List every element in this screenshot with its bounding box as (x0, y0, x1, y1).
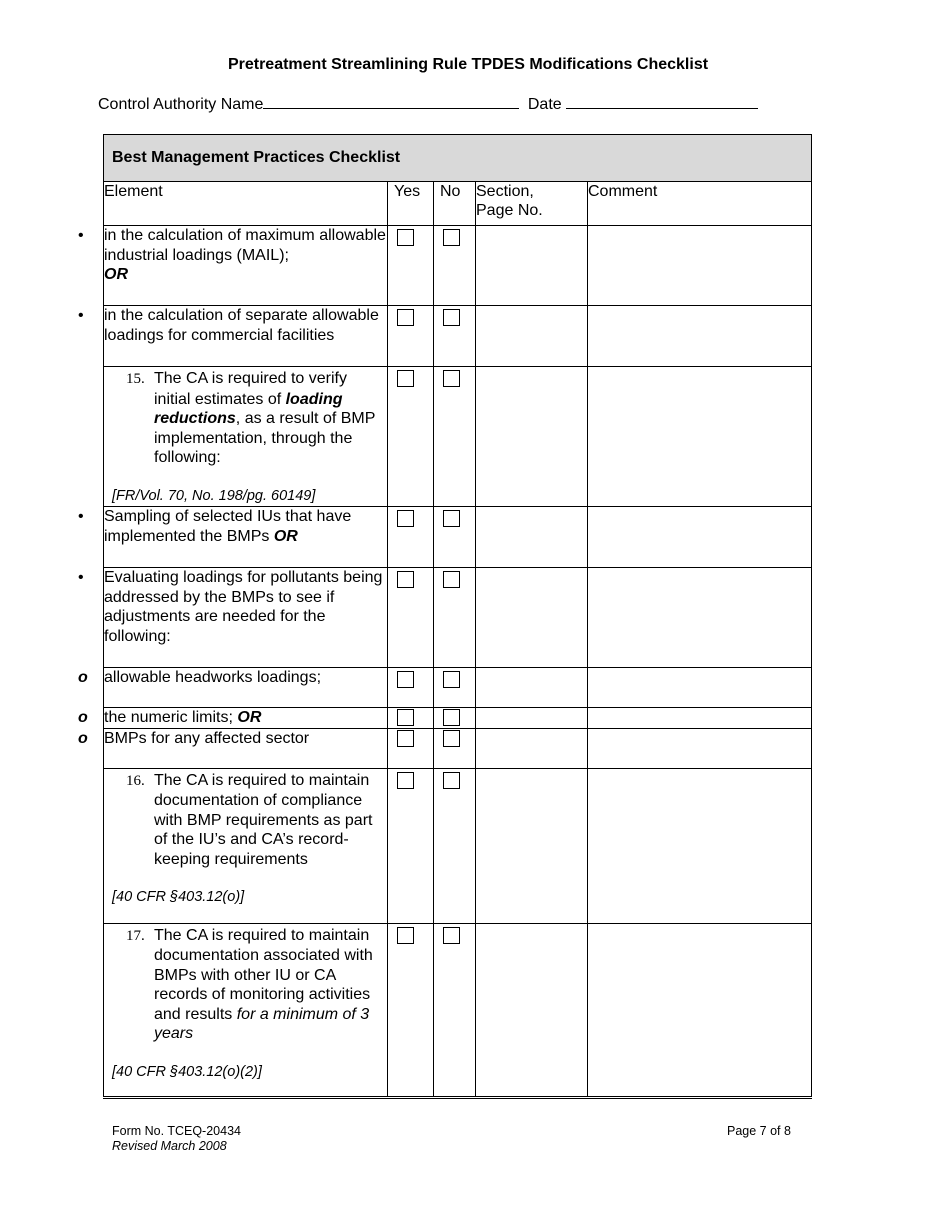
element-cell (104, 768, 388, 923)
yes-cell (388, 367, 434, 507)
yes-checkbox[interactable] (397, 571, 414, 588)
comment-cell[interactable] (588, 226, 812, 306)
table-row (104, 367, 812, 507)
element-text-body: The CA is required to maintain documentation of compliance with BMP requirements as part of the IU’s and CA’s record-keeping requirements (154, 771, 373, 868)
yes-checkbox[interactable] (397, 772, 414, 789)
element-emph: for a minimum of 3 years (154, 1005, 370, 1042)
element-emph: loading reductions (154, 390, 343, 427)
authority-name-field[interactable] (263, 94, 519, 109)
section-cell[interactable] (476, 728, 588, 768)
yes-cell (388, 507, 434, 568)
table-row (104, 226, 812, 306)
section-cell[interactable] (476, 708, 588, 729)
comment-cell[interactable] (588, 507, 812, 568)
yes-cell (388, 306, 434, 367)
yes-checkbox[interactable] (397, 510, 414, 527)
form-number: Form No. TCEQ-20434 (112, 1124, 241, 1138)
comment-cell[interactable] (588, 768, 812, 923)
citation: [FR/Vol. 70, No. 198/pg. 60149] (112, 487, 316, 504)
no-cell (434, 306, 476, 367)
no-cell (434, 226, 476, 306)
footer-form-info (112, 1124, 241, 1154)
element-text-pre: The CA is required to verify initial estimates of (154, 370, 347, 408)
no-checkbox[interactable] (443, 709, 460, 726)
no-cell (434, 728, 476, 768)
bmp-checklist-table (78, 134, 812, 1099)
element-text: Sampling of selected IUs that have implemented the BMPs (104, 508, 352, 545)
page-number: Page 7 of 8 (727, 1124, 791, 1138)
no-checkbox[interactable] (443, 571, 460, 588)
authority-label: Control Authority Name (98, 96, 264, 113)
table-row (104, 728, 812, 768)
yes-checkbox[interactable] (397, 671, 414, 688)
date-label: Date (527, 96, 562, 113)
element-cell: • in the calculation of separate allowable loadings for commercial facilities (104, 306, 388, 367)
yes-checkbox[interactable] (397, 370, 414, 387)
table-row (104, 668, 812, 708)
element-cell (104, 923, 388, 1097)
no-cell (434, 768, 476, 923)
date-field[interactable] (566, 94, 758, 109)
col-no: No (434, 182, 476, 226)
comment-cell[interactable] (588, 568, 812, 668)
element-text-pre: The CA is required to maintain documentation associated with BMPs with other IU or CA records of monitoring activities and results (154, 926, 373, 1023)
no-cell (434, 507, 476, 568)
element-cell: o BMPs for any affected sector (104, 728, 388, 768)
yes-checkbox[interactable] (397, 309, 414, 326)
element-text: allowable headworks loadings; (104, 669, 322, 686)
no-cell (434, 923, 476, 1097)
no-cell (434, 668, 476, 708)
table-row (104, 306, 812, 367)
col-section-line2: Page No. (476, 202, 543, 219)
table-row (104, 507, 812, 568)
yes-checkbox[interactable] (397, 927, 414, 944)
yes-cell (388, 923, 434, 1097)
citation: [40 CFR §403.12(o)] (112, 889, 245, 905)
element-text (104, 367, 387, 468)
yes-cell (388, 226, 434, 306)
element-emph: OR (273, 527, 298, 545)
comment-cell[interactable] (588, 728, 812, 768)
section-cell[interactable] (476, 668, 588, 708)
header-fields (98, 94, 758, 114)
col-yes: Yes (388, 182, 434, 226)
column-headers (104, 182, 812, 226)
section-cell[interactable] (476, 507, 588, 568)
section-cell[interactable] (476, 306, 588, 367)
yes-cell (388, 668, 434, 708)
yes-checkbox[interactable] (397, 709, 414, 726)
element-cell: • Sampling of selected IUs that have implemented the BMPs OR (104, 507, 388, 568)
section-cell[interactable] (476, 226, 588, 306)
item-number: 16. (126, 772, 145, 789)
no-checkbox[interactable] (443, 671, 460, 688)
col-element: Element (104, 182, 388, 226)
item-number: 15. (126, 371, 145, 387)
section-cell[interactable] (476, 923, 588, 1097)
element-cell: • Evaluating loadings for pollutants being addressed by the BMPs to see if adjustments are needed for the following: (104, 568, 388, 668)
section-cell[interactable] (476, 768, 588, 923)
no-checkbox[interactable] (443, 510, 460, 527)
section-cell[interactable] (476, 568, 588, 668)
element-emph: OR (104, 266, 128, 283)
col-section-line1: Section, (476, 183, 534, 200)
element-text (104, 769, 387, 870)
table-row (104, 568, 812, 668)
yes-checkbox[interactable] (397, 229, 414, 246)
yes-checkbox[interactable] (397, 730, 414, 747)
section-cell[interactable] (476, 367, 588, 507)
no-cell (434, 367, 476, 507)
no-cell (434, 568, 476, 668)
revision-date: Revised March 2008 (112, 1139, 227, 1153)
element-text (104, 924, 387, 1044)
element-text: in the calculation of maximum allowable industrial loadings (MAIL); (104, 227, 386, 264)
element-text: BMPs for any affected sector (104, 729, 310, 747)
element-emph: OR (237, 709, 262, 726)
comment-cell[interactable] (588, 923, 812, 1097)
element-text: the numeric limits; (104, 709, 238, 726)
comment-cell[interactable] (588, 668, 812, 708)
no-checkbox[interactable] (443, 927, 460, 944)
page-title: Pretreatment Streamlining Rule TPDES Modifications Checklist (227, 56, 709, 73)
citation: [40 CFR §403.12(o)(2)] (112, 1063, 262, 1080)
col-comment: Comment (588, 182, 812, 226)
col-section (476, 182, 588, 226)
comment-cell[interactable] (588, 708, 812, 729)
yes-cell (388, 728, 434, 768)
item-number: 17. (126, 927, 145, 944)
element-text: in the calculation of separate allowable loadings for commercial facilities (104, 307, 379, 344)
table-row (104, 768, 812, 923)
no-checkbox[interactable] (443, 370, 460, 387)
no-checkbox[interactable] (443, 309, 460, 326)
comment-cell[interactable] (588, 367, 812, 507)
table-row (104, 708, 812, 729)
no-checkbox[interactable] (443, 772, 460, 789)
element-text: Evaluating loadings for pollutants being addressed by the BMPs to see if adjustments are needed for the following: (104, 569, 383, 645)
no-checkbox[interactable] (443, 229, 460, 246)
no-cell (434, 708, 476, 729)
element-text-post: , as a result of BMP implementation, through the following: (154, 410, 376, 466)
element-cell: o allowable headworks loadings; (104, 668, 388, 708)
element-cell: o the numeric limits; OR (104, 708, 388, 729)
comment-cell[interactable] (588, 306, 812, 367)
element-cell: • in the calculation of maximum allowable industrial loadings (MAIL); OR (104, 226, 388, 306)
yes-cell (388, 708, 434, 729)
table-row (104, 923, 812, 1097)
yes-cell (388, 568, 434, 668)
no-checkbox[interactable] (443, 730, 460, 747)
element-cell (104, 367, 388, 507)
table-heading: Best Management Practices Checklist (104, 135, 812, 182)
yes-cell (388, 768, 434, 923)
